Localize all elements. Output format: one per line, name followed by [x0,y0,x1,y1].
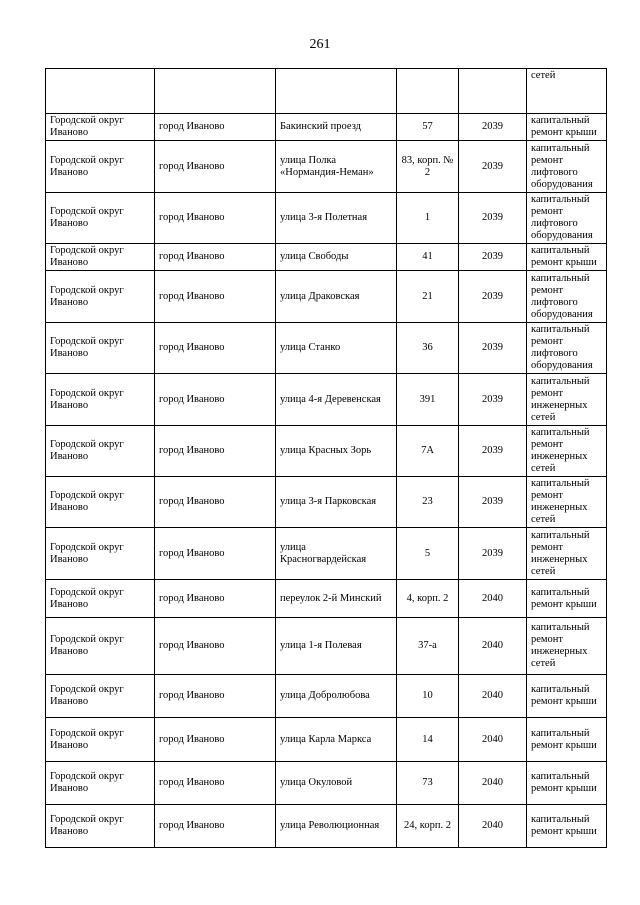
cell-district: Городской округ Иваново [46,580,155,618]
cell-work: капитальный ремонт лифтового оборудования [527,323,607,374]
cell-settlement: город Иваново [155,244,276,271]
cell-street: Бакинский проезд [276,114,397,141]
cell-house: 10 [397,675,459,718]
cell-house: 7А [397,426,459,477]
cell-year: 2039 [459,271,527,323]
cell-street [276,69,397,114]
cell-settlement: город Иваново [155,718,276,762]
cell-year: 2039 [459,477,527,528]
cell-district: Городской округ Иваново [46,114,155,141]
cell-district: Городской округ Иваново [46,244,155,271]
cell-street: улица Драковская [276,271,397,323]
cell-house: 83, корп. № 2 [397,141,459,193]
cell-year: 2039 [459,244,527,271]
cell-street: улица Свободы [276,244,397,271]
cell-settlement: город Иваново [155,762,276,805]
cell-district: Городской округ Иваново [46,762,155,805]
cell-year: 2040 [459,675,527,718]
cell-district: Городской округ Иваново [46,477,155,528]
cell-settlement: город Иваново [155,675,276,718]
cell-house: 14 [397,718,459,762]
cell-house: 1 [397,193,459,244]
cell-work: капитальный ремонт крыши [527,762,607,805]
page-number: 261 [309,37,331,52]
table-row [46,477,607,528]
cell-house: 41 [397,244,459,271]
cell-street: улица Окуловой [276,762,397,805]
cell-house: 37-а [397,618,459,675]
cell-house: 21 [397,271,459,323]
table-row [46,244,607,271]
cell-settlement: город Иваново [155,528,276,580]
table-row [46,528,607,580]
cell-settlement: город Иваново [155,805,276,848]
cell-settlement: город Иваново [155,580,276,618]
cell-year: 2039 [459,426,527,477]
cell-house: 24, корп. 2 [397,805,459,848]
table-row [46,805,607,848]
cell-district: Городской округ Иваново [46,374,155,426]
cell-work: капитальный ремонт крыши [527,675,607,718]
cell-district: Городской округ Иваново [46,323,155,374]
cell-work: капитальный ремонт лифтового оборудования [527,193,607,244]
cell-year: 2040 [459,618,527,675]
cell-district: Городской округ Иваново [46,805,155,848]
cell-street: улица Красногвардейская [276,528,397,580]
cell-settlement [155,69,276,114]
table-row [46,141,607,193]
cell-work: капитальный ремонт крыши [527,718,607,762]
cell-district: Городской округ Иваново [46,271,155,323]
cell-street: улица 3-я Полетная [276,193,397,244]
cell-work: капитальный ремонт крыши [527,114,607,141]
cell-house: 23 [397,477,459,528]
table-row [46,718,607,762]
cell-district: Городской округ Иваново [46,528,155,580]
cell-settlement: город Иваново [155,374,276,426]
table-row [46,675,607,718]
cell-house [397,69,459,114]
register-table [45,68,607,848]
cell-house: 36 [397,323,459,374]
table-row [46,114,607,141]
cell-street: улица 4-я Деревенская [276,374,397,426]
cell-district: Городской округ Иваново [46,618,155,675]
table-row-continued [46,69,607,114]
cell-house: 57 [397,114,459,141]
cell-street: улица Карла Маркса [276,718,397,762]
table-row [46,374,607,426]
cell-street: улица Полка «Нормандия-Неман» [276,141,397,193]
cell-work: капитальный ремонт лифтового оборудования [527,271,607,323]
table-row [46,271,607,323]
cell-district: Городской округ Иваново [46,718,155,762]
cell-year: 2039 [459,193,527,244]
cell-settlement: город Иваново [155,141,276,193]
cell-house: 5 [397,528,459,580]
cell-settlement: город Иваново [155,323,276,374]
cell-street: улица Станко [276,323,397,374]
cell-street: улица 3-я Парковская [276,477,397,528]
cell-work: капитальный ремонт крыши [527,580,607,618]
cell-work: сетей [527,69,607,114]
cell-year [459,69,527,114]
cell-work: капитальный ремонт крыши [527,244,607,271]
cell-settlement: город Иваново [155,193,276,244]
table-row [46,580,607,618]
cell-district: Городской округ Иваново [46,193,155,244]
cell-work: капитальный ремонт инженерных сетей [527,374,607,426]
cell-year: 2039 [459,141,527,193]
cell-house: 73 [397,762,459,805]
cell-work: капитальный ремонт инженерных сетей [527,477,607,528]
cell-settlement: город Иваново [155,114,276,141]
cell-house: 391 [397,374,459,426]
cell-district: Городской округ Иваново [46,141,155,193]
cell-settlement: город Иваново [155,477,276,528]
cell-settlement: город Иваново [155,618,276,675]
table-row [46,323,607,374]
table-row [46,193,607,244]
cell-year: 2040 [459,718,527,762]
table-row [46,618,607,675]
register-table-body [46,69,607,848]
table-row [46,426,607,477]
cell-year: 2040 [459,762,527,805]
cell-settlement: город Иваново [155,271,276,323]
cell-year: 2039 [459,528,527,580]
cell-work: капитальный ремонт лифтового оборудования [527,141,607,193]
cell-work: капитальный ремонт крыши [527,805,607,848]
cell-house: 4, корп. 2 [397,580,459,618]
cell-work: капитальный ремонт инженерных сетей [527,426,607,477]
cell-street: улица Революционная [276,805,397,848]
cell-district [46,69,155,114]
cell-street: улица 1-я Полевая [276,618,397,675]
cell-settlement: город Иваново [155,426,276,477]
cell-year: 2039 [459,323,527,374]
cell-work: капитальный ремонт инженерных сетей [527,618,607,675]
cell-work: капитальный ремонт инженерных сетей [527,528,607,580]
cell-street: улица Добролюбова [276,675,397,718]
cell-district: Городской округ Иваново [46,675,155,718]
cell-year: 2040 [459,805,527,848]
table-row [46,762,607,805]
cell-year: 2039 [459,374,527,426]
cell-street: улица Красных Зорь [276,426,397,477]
cell-year: 2040 [459,580,527,618]
cell-year: 2039 [459,114,527,141]
cell-district: Городской округ Иваново [46,426,155,477]
cell-street: переулок 2-й Минский [276,580,397,618]
